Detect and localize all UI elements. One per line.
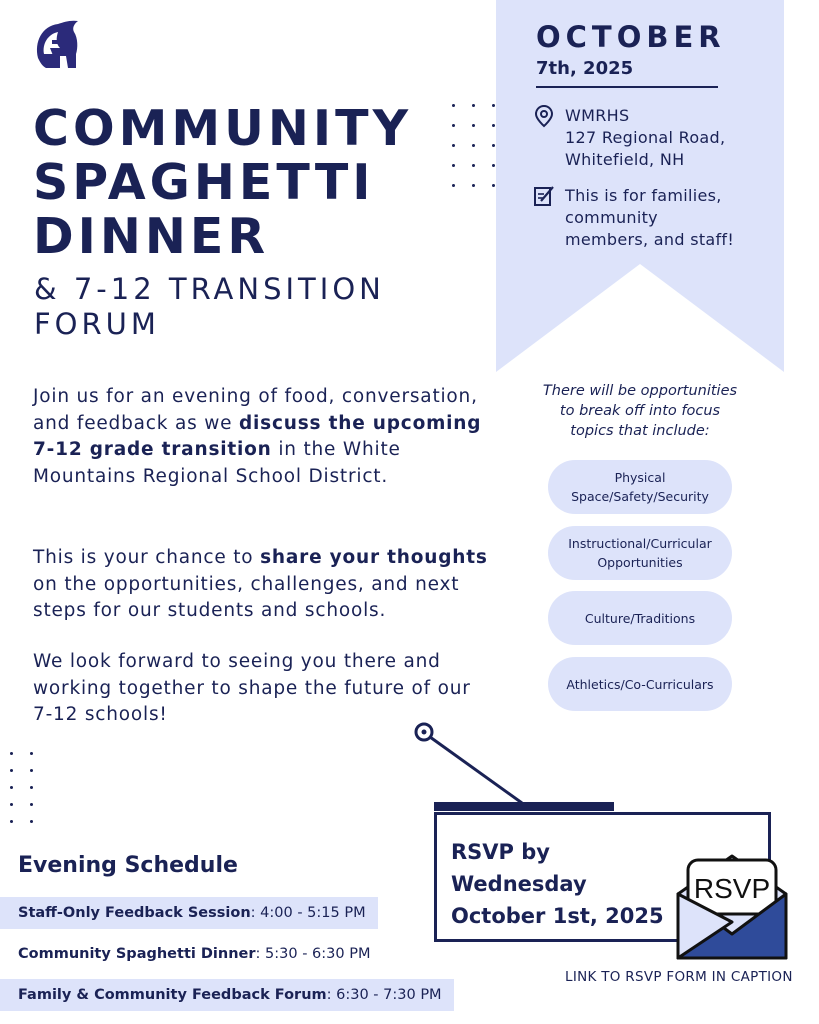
focus-topic-pill: Culture/Traditions xyxy=(548,591,732,645)
decorative-connector xyxy=(410,715,530,815)
schedule-item: Family & Community Feedback Forum : 6:30 - 7:30 PM xyxy=(0,979,454,1011)
focus-topic-pill: Physical Space/Safety/Security xyxy=(548,460,732,514)
title-line-3: DINNER xyxy=(33,208,270,265)
date-divider xyxy=(536,86,718,88)
location-pin-icon xyxy=(533,104,555,128)
rsvp-link-caption: LINK TO RSVP FORM IN CAPTION xyxy=(565,969,793,985)
event-month: OCTOBER xyxy=(536,20,726,54)
spartan-helmet-icon xyxy=(30,18,82,72)
focus-topic-pill: Instructional/Curricular Opportunities xyxy=(548,526,732,580)
rsvp-envelope-icon xyxy=(672,850,792,962)
event-day: 7th, 2025 xyxy=(536,58,634,79)
schedule-item: Community Spaghetti Dinner : 5:30 - 6:30 PM xyxy=(18,946,371,962)
audience-line-1: This is for families, xyxy=(565,186,722,205)
audience-line-3: members, and staff! xyxy=(565,230,735,249)
subtitle-line-1: & 7-12 TRANSITION xyxy=(34,272,385,306)
decorative-dot-grid-left xyxy=(10,752,34,826)
decorative-dot-grid-top xyxy=(452,104,496,190)
envelope-label: RSVP xyxy=(693,873,771,904)
location-line-3: Whitefield, NH xyxy=(565,150,685,169)
title-line-1: COMMUNITY xyxy=(33,100,413,157)
intro-paragraph-1: Join us for an evening of food, conversation, and feedback as we discuss the upcoming 7-12 grade transition in the White Mountains Regional School District. xyxy=(33,386,482,487)
rsvp-box-accent-bar xyxy=(434,802,614,811)
focus-topics-intro: There will be opportunities to break off into focus topics that include: xyxy=(542,383,738,439)
rsvp-line-1: RSVP by xyxy=(451,840,550,864)
notepad-pencil-icon xyxy=(533,184,555,208)
subtitle-line-2: FORUM xyxy=(34,307,160,341)
rsvp-line-2: Wednesday xyxy=(451,872,587,896)
schedule-item: Staff-Only Feedback Session : 4:00 - 5:15 PM xyxy=(0,897,378,929)
audience-line-2: community xyxy=(565,208,658,227)
location-line-2: 127 Regional Road, xyxy=(565,128,726,147)
location-line-1: WMRHS xyxy=(565,106,630,125)
schedule-heading: Evening Schedule xyxy=(18,853,238,878)
title-line-2: SPAGHETTI xyxy=(33,154,375,211)
intro-paragraph-3: We look forward to seeing you there and working together to shape the future of our 7-12 schools! xyxy=(33,651,471,725)
intro-paragraph-2: This is your chance to share your thoughts on the opportunities, challenges, and next steps for our students and schools. xyxy=(33,547,488,621)
focus-topic-pill: Athletics/Co-Curriculars xyxy=(548,657,732,711)
rsvp-line-3: October 1st, 2025 xyxy=(451,904,664,928)
